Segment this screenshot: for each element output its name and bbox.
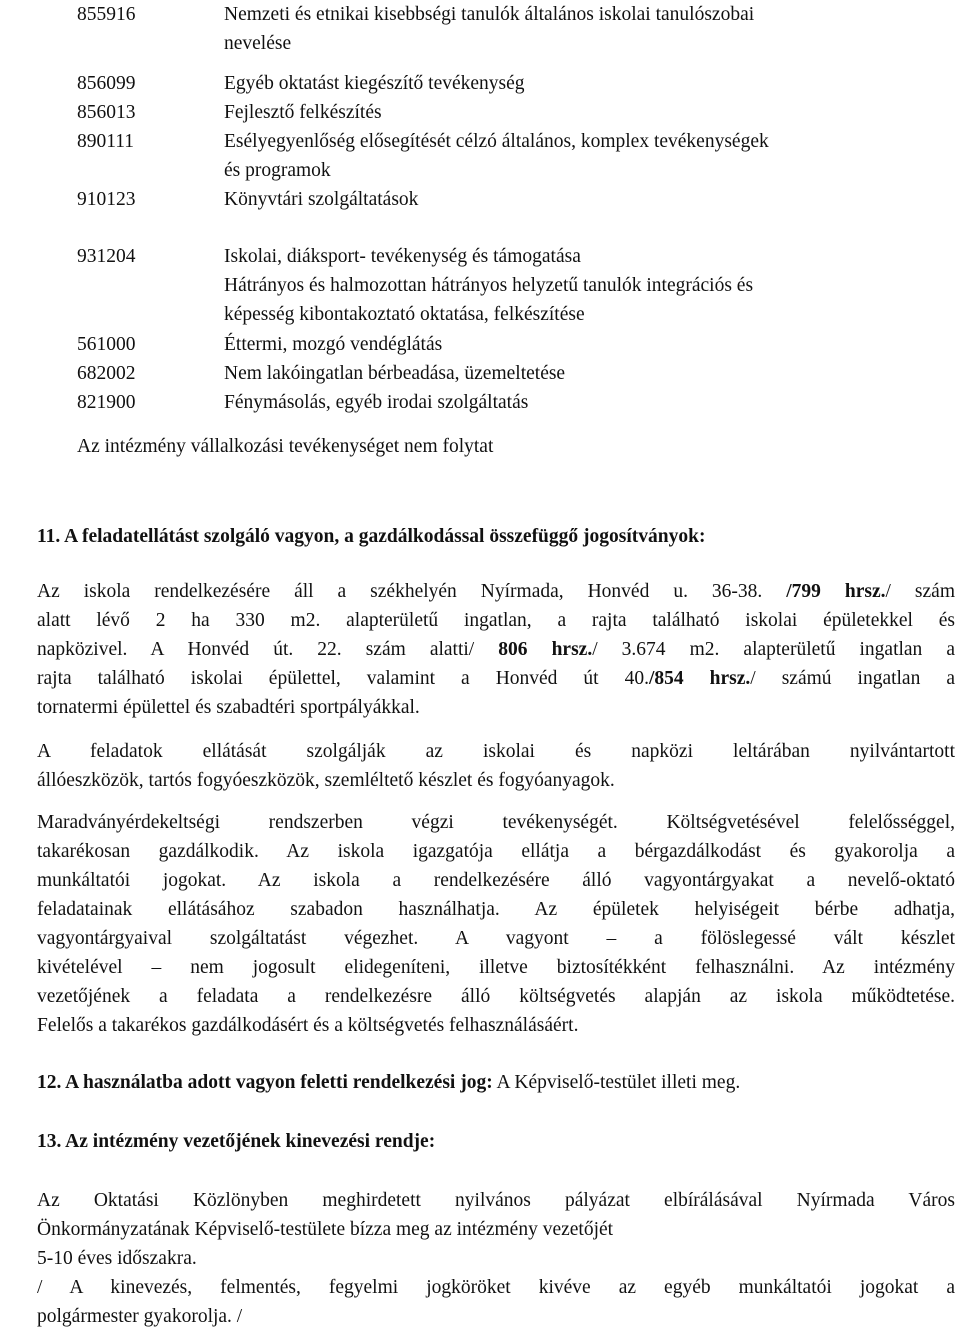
paragraph-line: / A kinevezés, felmentés, fegyelmi jogköröket kivéve az egyéb munkáltatói jogokat a: [37, 1277, 955, 1298]
activity-description-line: és programok: [224, 160, 331, 181]
lot-number: /854 hrsz.: [648, 668, 751, 689]
activity-code: 890111: [77, 131, 135, 152]
paragraph-line: [37, 693, 955, 722]
paragraph-line: vagyontárgyaival szolgáltatást végezhet. A vagyont – a fölöslegessé vált készlet: [37, 928, 955, 949]
paragraph-line: polgármester gyakorolja. /: [37, 1306, 243, 1327]
activity-description-line: Könyvtári szolgáltatások: [224, 189, 419, 210]
activity-code: 856013: [77, 102, 136, 123]
text-run: tornatermi épülettel és szabadtéri sportpályákkal.: [37, 697, 420, 718]
paragraph-line: takarékosan gazdálkodik. Az iskola igazgatója ellátja a bérgazdálkodást és gyakorolja a: [37, 841, 955, 862]
activity-description-line: Fénymásolás, egyéb irodai szolgáltatás: [224, 392, 529, 413]
activity-description: [224, 359, 956, 388]
paragraph-line: [37, 606, 955, 635]
paragraph-line: [37, 577, 955, 606]
activity-description: [224, 69, 956, 98]
activity-description: [224, 98, 956, 127]
activity-description: [224, 127, 956, 185]
activity-description: [224, 330, 956, 359]
section-11-assets-paragraph: [37, 737, 955, 795]
paragraph-line: Maradványérdekeltségi rendszerben végzi tevékenységét. Költségvetésével felelősséggel,: [37, 812, 955, 833]
activity-code: 910123: [77, 189, 136, 210]
activity-code: 855916: [77, 4, 136, 25]
text-run: / számú ingatlan a: [750, 668, 955, 689]
activity-description: [224, 0, 956, 58]
section-11-management-paragraph: [37, 808, 955, 1040]
activity-description: [224, 185, 956, 214]
paragraph-line: Önkormányzatának Képviselő-testülete bízza meg az intézmény vezetőjét: [37, 1219, 614, 1240]
text-run: alatt lévő 2 ha 330 m2. alapterületű ingatlan, a rajta található iskolai épületekkel és: [37, 610, 955, 631]
section-11-title: 11. A feladatellátást szolgáló vagyon, a gazdálkodással összefüggő jogosítványok:: [37, 526, 706, 547]
section-12-title: 12. A használatba adott vagyon feletti rendelkezési jog:: [37, 1072, 493, 1093]
activity-code: 682002: [77, 363, 136, 384]
activity-description: [224, 388, 956, 417]
text-run: napközivel. A Honvéd út. 22. szám alatti/: [37, 639, 499, 660]
paragraph-line: állóeszközök, tartós fogyóeszközök, szemléltető készlet és fogyóanyagok.: [37, 770, 615, 791]
activity-code: 561000: [77, 334, 136, 355]
activity-description-line: képesség kibontakoztató oktatása, felkészítése: [224, 304, 585, 325]
section-13-title: 13. Az intézmény vezetőjének kinevezési rendje:: [37, 1131, 436, 1152]
paragraph-line: Felelős a takarékos gazdálkodásért és a költségvetés felhasználásáért.: [37, 1015, 579, 1036]
paragraph-line: A feladatok ellátását szolgálják az iskolai és napközi leltárában nyilvántartott: [37, 741, 955, 762]
activity-code: 856099: [77, 73, 136, 94]
activity-code: 931204: [77, 246, 136, 267]
section-13-paragraph: [37, 1186, 955, 1331]
section-12: [37, 1068, 740, 1097]
section-11-property-paragraph: [37, 577, 955, 722]
paragraph-line: munkáltatói jogokat. Az iskola a rendelkezésére álló vagyontárgyakat a nevelő-oktató: [37, 870, 955, 891]
activity-description-line: Fejlesztő felkészítés: [224, 102, 382, 123]
lot-number: 806 hrsz.: [498, 639, 593, 660]
paragraph-line: vezetőjének a feladata a rendelkezésre álló költségvetés alapján az iskola működtetése.: [37, 986, 955, 1007]
activity-code: 821900: [77, 392, 136, 413]
lot-number: /799 hrsz.: [786, 581, 886, 602]
activity-description-line: Esélyegyenlőség elősegítését célzó általános, komplex tevékenységek: [224, 131, 769, 152]
section-12-text: A Képviselő-testület illeti meg.: [492, 1072, 741, 1093]
text-run: rajta található iskolai épülettel, valamint a Honvéd út 40.: [37, 668, 649, 689]
activity-description-line: Éttermi, mozgó vendéglátás: [224, 334, 443, 355]
paragraph-line: [37, 635, 955, 664]
paragraph-line: Az Oktatási Közlönyben meghirdetett nyilvános pályázat elbírálásával Nyírmada Város: [37, 1190, 955, 1211]
activity-description: [224, 242, 956, 329]
activity-description-line: Nem lakóingatlan bérbeadása, üzemeltetése: [224, 363, 566, 384]
text-run: / 3.674 m2. alapterületű ingatlan a: [592, 639, 956, 660]
paragraph-line: 5-10 éves időszakra.: [37, 1248, 197, 1269]
activity-description-line: nevelése: [224, 33, 292, 54]
paragraph-line: [37, 664, 955, 693]
activity-description-line: Egyéb oktatást kiegészítő tevékenység: [224, 73, 525, 94]
text-run: / szám: [885, 581, 955, 602]
paragraph-line: kivételével – nem jogosult elidegeníteni, illetve biztosítékként felhasználni. Az intézmény: [37, 957, 955, 978]
paragraph-line: feladatainak ellátásához szabadon használhatja. Az épületek helyiségeit bérbe adhatja,: [37, 899, 955, 920]
activity-description-line: Nemzeti és etnikai kisebbségi tanulók általános iskolai tanulószobai: [224, 4, 755, 25]
text-run: Az iskola rendelkezésére áll a székhelyén Nyírmada, Honvéd u. 36-38.: [37, 581, 787, 602]
activity-description-line: Hátrányos és halmozottan hátrányos helyzetű tanulók integrációs és: [224, 275, 754, 296]
activity-description-line: Iskolai, diáksport- tevékenység és támogatása: [224, 246, 581, 267]
no-business-activity-statement: Az intézmény vállalkozási tevékenységet nem folytat: [77, 436, 494, 457]
